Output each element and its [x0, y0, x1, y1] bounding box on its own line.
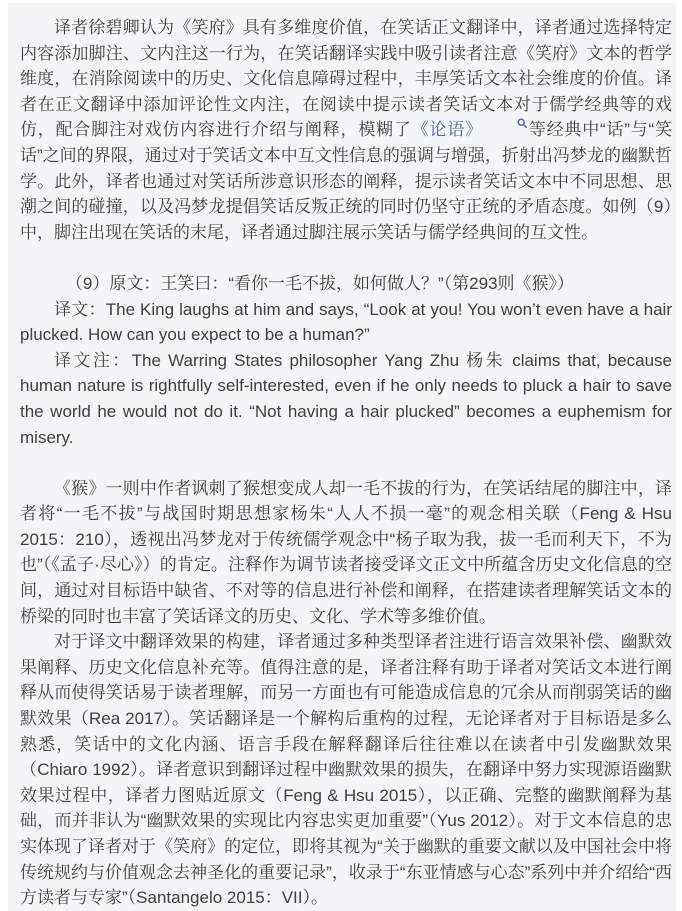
lunyu-entry-link-label: 《论语》 — [411, 120, 483, 140]
lunyu-entry-link[interactable] — [412, 120, 528, 139]
paragraph-translation-effect: 对于译文中翻译效果的构建，译者通过多种类型译者注进行语言效果补偿、幽默效果阐释、历史文化信息补充等。值得注意的是，译者注释有助于译者对笑话文本进行阐释从而使得笑话易于读者理解，而另一方面也有可能造成信息的冗余从而削弱笑话的幽默效果（Rea 2017）。笑话翻译是一个解构后重构的过程，无论译者对于目标语是多么熟悉，笑话中的文化内涵、语言手段在解释翻译后往往难以在读者中引发幽默效果（Chiaro 1992）。译者意识到翻译过程中幽默效果的损失，在翻译中努力实现源语幽默效果过程中，译者力图贴近原文（Feng & Hsu 2015），以正确、完整的幽默阐释为基础，而并非认为“幽默效果的实现比内容忠实更加重要”（Yus 2012）。对于文本信息的忠实体现了译者对于《笑府》的定位，即将其视为“关于幽默的重要文献以及中国社会中将传统规约与价值观念去神圣化的重要记录”，收录于“东亚情感与心态”系列中并介绍给“西方读者与专家”（Santangelo 2015：VII）。 — [20, 632, 672, 908]
search-icon — [483, 118, 527, 128]
paragraph-translator-value — [20, 15, 672, 245]
paragraph-translator-value-text-post: 等经典中“话”与“笑话”之间的界限，通过对于笑话文本中互文性信息的强调与增强，折射出冯梦龙的幽默哲学。此外，译者也通过对笑话所涉意识形态的阐释，提示读者笑话文本中不同思想、思潮之间的碰撞，以及冯梦龙提倡笑话反叛正统的同时仍坚守正统的矛盾态度。如例（9）中，脚注出现在笑话的末尾，译者通过脚注展示笑话与儒学经典间的互文性。 — [20, 120, 673, 242]
paragraph-monkey-analysis: 《猴》一则中作者讽刺了猴想变成人却一毛不拔的行为，在笑话结尾的脚注中，译者将“一毛不拔”与战国时期思想家杨朱“人人不损一毫”的观念相关联（Feng & Hsu 2015：210），透视出冯梦龙对于传统儒学观念中“杨子取为我，拔一毛而利天下，不为也”（《孟子·尽心》）的肯定。注释作为调节读者接受译文正文中所蕴含历史文化信息的空间，通过对目标语中缺省、不对等的信息进行补偿和阐释，在搭建读者理解笑话文本的桥梁的同时也丰富了笑话译文的历史、文化、学术等多维价值。 — [20, 478, 672, 626]
example-9-block — [20, 271, 672, 450]
article-body — [20, 15, 672, 911]
example-9-translation-line: 译文：The King laughs at him and says, “Look at you! You won’t even have a hair plucked. How can you expect to be a human?” — [20, 299, 672, 345]
example-9-original-line: （9）原文：王笑曰：“看你一毛不拔，如何做人？”（第293则《猴》） — [65, 273, 575, 293]
paragraph-translator-value-text-pre: 译者徐碧卿认为《笑府》具有多维度价值，在笑话正文翻译中，译者通过选择特定内容添加脚注、文内注这一行为，在笑话翻译实践中吸引读者注意《笑府》文本的哲学维度，在消除阅读中的历史、文化信息障碍过程中，丰厚笑话文本社会维度的价值。译者在正文翻译中添加评论性文内注，在阅读中提示读者笑话文本对于儒学经典等的戏仿，配合脚注对戏仿内容进行介绍与阐释，模糊了 — [20, 18, 672, 140]
document-page — [8, 3, 676, 911]
example-9-translator-note-line: 译文注：The Warring States philosopher Yang Zhu 杨朱 claims that, because human nature is rightfully self-interested, even if he only needs to pluck a hair to save the world he would not do it. “Not having a hair plucked” becomes a euphemism for misery. — [20, 350, 672, 447]
